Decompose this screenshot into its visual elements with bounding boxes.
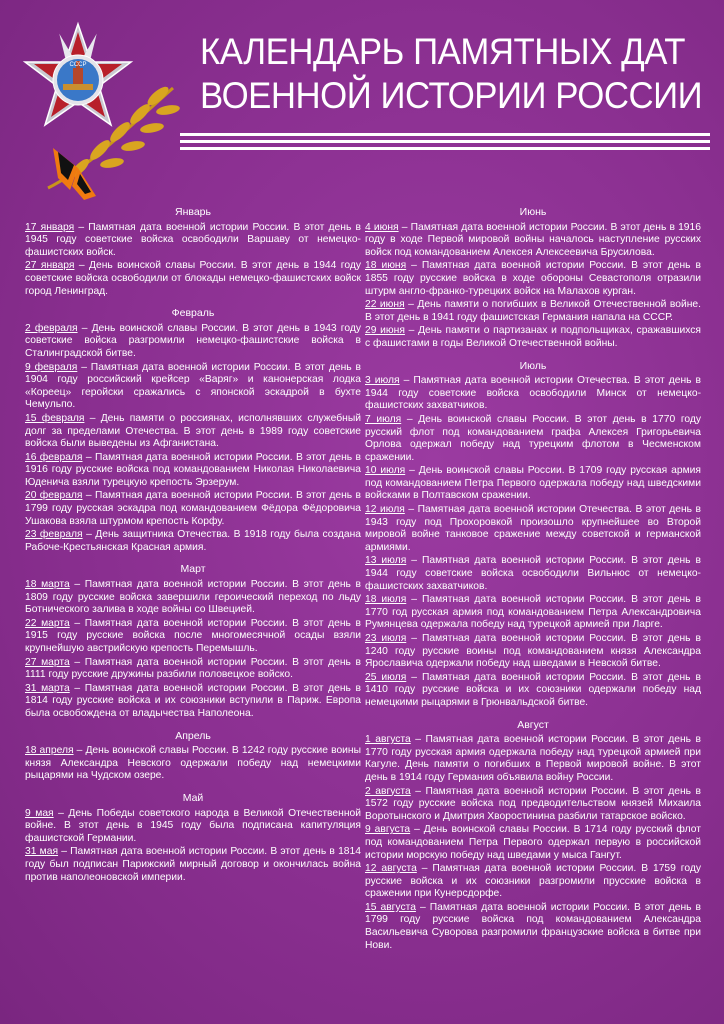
entry-date: 15 февраля [25, 412, 85, 424]
entry-text: – Памятная дата военной истории России. В этот день в 1945 году советские войска освободили Варшаву от немецко-фашистских войск. [25, 221, 361, 258]
calendar-entry [365, 555, 701, 593]
entry-text: – Памятная дата военной истории России. В этот день в 1111 году русские дружины разбили половецкое войско. [25, 656, 362, 681]
calendar-entry [25, 529, 361, 554]
calendar-entry [365, 633, 701, 671]
calendar-entry [25, 323, 361, 361]
entry-date: 3 июля [365, 375, 400, 387]
calendar-entry [25, 846, 361, 884]
entry-date: 4 июня [365, 221, 399, 233]
month-heading: Июль [519, 359, 547, 372]
entry-date: 18 апреля [25, 745, 74, 757]
calendar-entry [25, 745, 361, 783]
entry-date: 31 марта [25, 682, 70, 694]
calendar-entry [25, 222, 361, 260]
entry-text: – День памяти о россиянах, исполнявших служебный долг за пределами Отечества. В этот день в 1989 году советские войска были выведены из Афганистана. [25, 412, 361, 450]
entry-date: 27 января [25, 260, 75, 272]
calendar-entry [25, 683, 361, 721]
entry-date: 22 июня [365, 299, 405, 311]
entry-date: 17 января [25, 221, 75, 233]
calendar-entry [365, 465, 701, 503]
entry-text: – Памятная дата военной истории России. В этот день в 1916 году в ходе Первой мировой войны началось наступление русских войск под командованием Алексея Алексеевича Брусилова. [365, 221, 701, 258]
entry-date: 2 августа [365, 785, 411, 797]
entry-text: – День воинской славы России. В этот день в 1943 году советские войска разгромили немецко-фашистские войска в Сталинградской битве. [25, 322, 361, 359]
entry-text: – Памятная дата военной истории России. В этот день в 1572 году русские войска под предводительством князей Михаила Воротынского и Дмитрия Хворостинина разбили татарское войско. [365, 785, 701, 822]
month-heading: Февраль [171, 307, 215, 320]
entry-text: – День памяти о партизанах и подпольщиках, сражавшихся с фашистами в годы Великой Отечественной войны. [365, 325, 701, 349]
entry-text: – Памятная дата военной истории России. В этот день в 1814 году был подписан Парижский мирный договор и окончилась война против наполеоновской империи. [25, 846, 361, 883]
entry-text: – День воинской славы России. В этот день в 1770 году русский флот под командованием графа Алексея Григорьевича Орлова одержал победу над турецким флотом в Чесменском сражении. [365, 413, 702, 463]
entry-date: 18 июля [365, 594, 407, 606]
entry-date: 27 марта [25, 656, 70, 668]
calendar-entry [25, 362, 361, 412]
entry-text: – Памятная дата военной истории России. В этот день в 1809 году русские войска завершили героический переход по льду Ботнического залива в ходе войны со Швецией. [25, 579, 362, 616]
entry-text: – Памятная дата военной истории России. В этот день в 1799 году русские войска под командованием Александра Васильевича Суворова разгромили французские войска в битве при Нови. [365, 901, 702, 951]
calendar-entry [25, 657, 361, 682]
entry-date: 13 июля [365, 555, 407, 567]
calendar-entry [365, 504, 701, 554]
entry-date: 23 июля [365, 633, 407, 644]
month-heading: Июнь [519, 206, 547, 218]
st-george-ribbon [53, 148, 96, 200]
calendar-entry [365, 222, 701, 260]
entry-date: 1 августа [365, 734, 411, 746]
calendar-entry [365, 325, 701, 350]
entry-text: – Памятная дата военной истории России. В этот день в 1814 году русские войска и их союзники вступили в Париж. Европа была освобождена от владычества Наполеона. [25, 682, 362, 719]
entry-text: – Памятная дата военной истории России. В этот день в 1855 году русские войска в ходе обороны Севастополя отразили штурм англо-франко-турецких войск на Малахов курган. [365, 260, 701, 297]
calendar-entry [365, 594, 701, 632]
calendar-entry [25, 260, 361, 298]
right-column [365, 206, 701, 953]
calendar-entry [25, 452, 361, 490]
entry-text: – День памяти о погибших в Великой Отечественной войне. В этот день в 1941 году фашистская Германия напала на СССР. [365, 299, 701, 323]
entry-text: – Памятная дата военной истории России. В этот день в 1904 году российский крейсер «Варяг» и канонерская лодка «Кореец» геройски сражались с японской эскадрой в бухте Чемульпо. [25, 361, 362, 411]
calendar-entry [365, 824, 701, 862]
entry-text: – День воинской славы России. В этот день в 1944 году советские войска освободили от блокады немецко-фашистских войск город Ленинград. [25, 260, 361, 297]
calendar-entry [25, 618, 361, 656]
entry-date: 9 мая [25, 807, 54, 819]
entry-date: 18 июня [365, 260, 407, 272]
emblem-text: СССР [69, 62, 87, 68]
entry-text: – Памятная дата военной истории России. В этот день в 1770 году русская армия одержала победу над турецкой армией при Кагуле. День памяти о погибших в Первой мировой войне. В этот день в 1914 году Германия объявила войну России. [365, 734, 701, 783]
calendar-entry [25, 413, 361, 451]
entry-text: – Памятная дата военной истории России. В этот день в 1770 год русская армия под командованием Петра Александровича Румянцева одержала победу над турецкой армией при Ларге. [365, 594, 701, 631]
calendar-entry [365, 863, 701, 901]
entry-date: 25 июля [365, 671, 407, 683]
entry-date: 2 февраля [25, 322, 78, 334]
entry-text: – Памятная дата военной истории России. В этот день в 1799 году русская эскадра под командованием Фёдора Фёдоровича Ушакова взяла штурмом крепость Корфу. [25, 490, 361, 527]
calendar-entry [365, 672, 701, 710]
entry-text: – Памятная дата военной истории России. В этот день в 1410 году русские войска и их союзники одержали победу над немецкими рыцарями в Грюнвальдской битве. [365, 671, 701, 708]
calendar-entry [365, 260, 701, 298]
calendar-entry [365, 299, 701, 324]
entry-date: 23 февраля [25, 529, 83, 541]
entry-text: – Памятная дата военной истории России. В этот день в 1915 году русские войска после многомесячной осады взяли крупнейшую австрийскую крепость Перемышль. [25, 617, 362, 654]
entry-date: 12 августа [365, 863, 417, 875]
month-heading: Январь [175, 206, 211, 218]
calendar-entry [365, 734, 701, 784]
calendar-entry [365, 786, 701, 824]
calendar-entry [25, 579, 361, 617]
entry-text: – Памятная дата военной истории России. В 1759 году русские войска и их союзники разгромили прусские войска в сражении при Кунерсдорфе. [365, 863, 701, 900]
entry-date: 9 августа [365, 824, 411, 836]
entry-text: – День Победы советского народа в Великой Отечественной войне. В этот день в 1945 году была подписана капитуляция фашистской Германии. [25, 807, 361, 844]
calendar-entry [365, 414, 701, 464]
calendar-entry [25, 808, 361, 846]
entry-text: – Памятная дата военной истории России. В этот день в 1240 году русские воины под командованием князя Александра Ярославича одержали победу над шведами в Невской битве. [365, 633, 701, 670]
month-heading: Август [517, 718, 549, 731]
month-heading: Май [182, 791, 204, 804]
entry-text: – День воинской славы России. В 1242 году русские воины князя Александра Невского одержали победу над немецкими рыцарями на Чудском озере. [25, 745, 362, 782]
calendar-entry [25, 490, 361, 528]
entry-text: – День воинской славы России. В 1714 году русский флот под командованием Петра Первого одержал первую в российской истории морскую победу над шведами у мыса Гангут. [365, 824, 701, 861]
entry-date: 9 февраля [25, 361, 78, 373]
page-title [200, 30, 703, 118]
entry-text: – Памятная дата военной истории России. В этот день в 1944 году советские войска освободили Вильнюс от немецко-фашистских захватчиков. [365, 555, 701, 592]
entry-text: – День воинской славы России. В 1709 году русская армия под командованием Петра Первого одержала победу над шведскими войсками в Полтавском сражении. [365, 465, 701, 502]
title-line-2: ВОЕННОЙ ИСТОРИИ РОССИИ [200, 75, 703, 116]
entry-date: 12 июля [365, 504, 405, 516]
left-column [25, 206, 361, 885]
entry-text: – Памятная дата военной истории России. В этот день в 1916 году русские войска под командованием Николая Николаевича Юденича взяли турецкую крепость Эрзерум. [25, 451, 361, 488]
title-underline-stripes [180, 133, 710, 154]
entry-date: 20 февраля [25, 490, 83, 502]
entry-text: – Памятная дата военной истории Отечества. В этот день в 1944 году советские войска освободили Минск от немецко-фашистских захватчиков. [365, 375, 702, 412]
entry-date: 10 июля [365, 465, 406, 477]
month-heading: Апрель [175, 729, 211, 742]
entry-date: 31 мая [25, 846, 59, 858]
entry-date: 18 марта [25, 579, 70, 591]
entry-date: 16 февраля [25, 451, 83, 463]
order-of-victory-emblem [8, 18, 198, 203]
calendar-entry [365, 375, 701, 413]
victory-star [25, 24, 131, 125]
entry-date: 7 июля [365, 413, 402, 425]
calendar-entry [365, 902, 701, 952]
entry-date: 15 августа [365, 901, 416, 913]
entry-text: – Памятная дата военной истории Отечества. В этот день в 1943 году под Прохоровкой произошло крупнейшее во Второй мировой войне танковое сражение между советской и германской армиями. [365, 504, 701, 553]
entry-date: 22 марта [25, 617, 70, 629]
entry-text: – День защитника Отечества. В 1918 году была создана Рабоче-Крестьянская Красная армия. [25, 529, 361, 553]
entry-date: 29 июня [365, 325, 405, 337]
title-line-1: КАЛЕНДАРЬ ПАМЯТНЫХ ДАТ [200, 31, 686, 72]
month-heading: Март [180, 563, 206, 576]
